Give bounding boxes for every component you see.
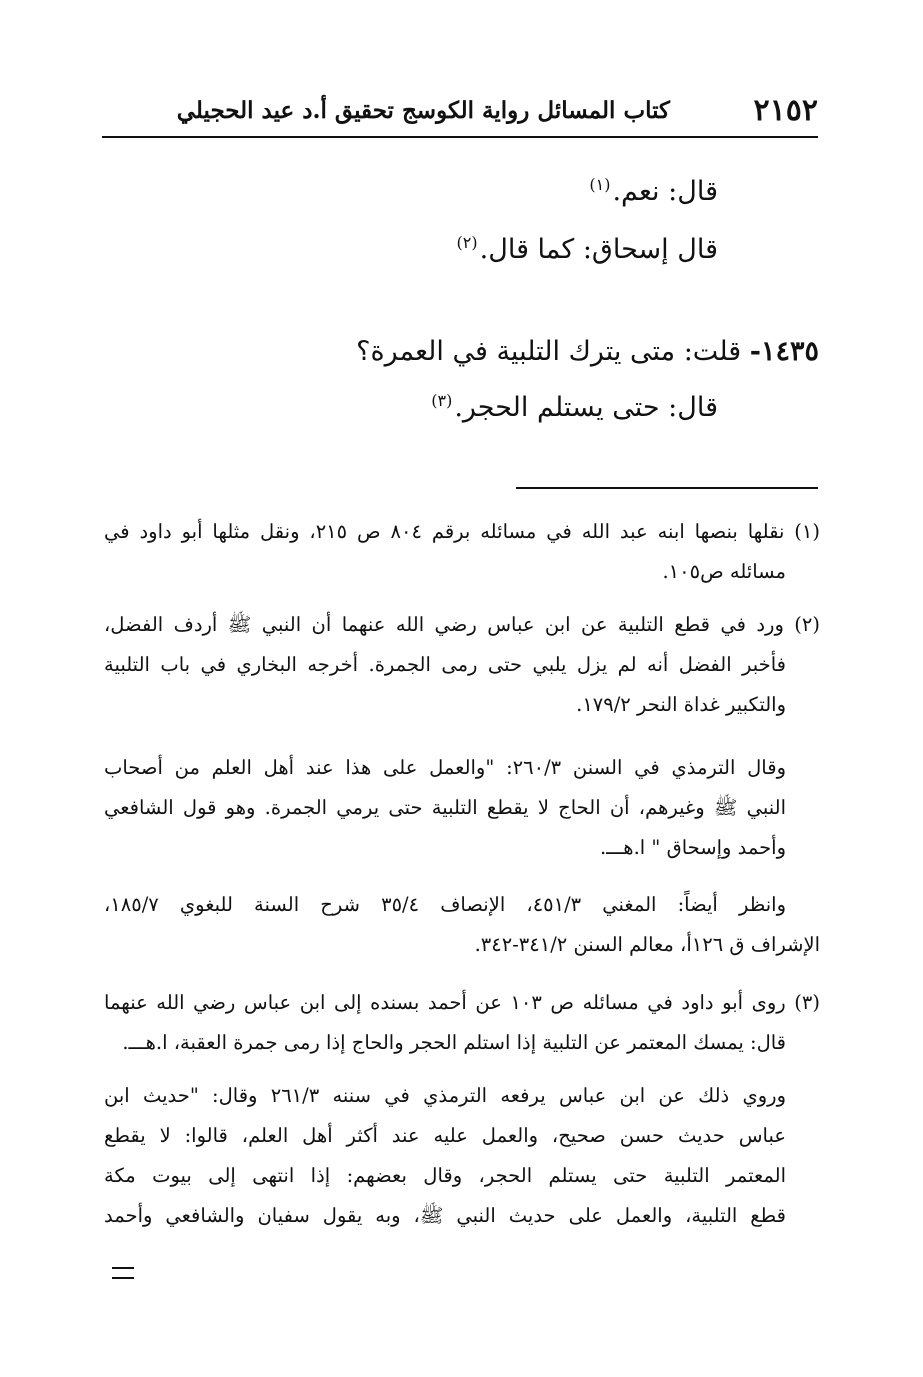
footnote-line: المعتمر التلبية حتى يستلم الحجر، وقال بعضهم: إذا انتهى إلى بيوت مكة [104, 1164, 786, 1187]
header-rule [102, 136, 818, 138]
question-text: قلت: متى يترك التلبية في العمرة؟ [356, 336, 742, 367]
footnote-line: وانظر أيضاً: المغني ٤٥١/٣، الإنصاف ٣٥/٤ شرح السنة للبغوي ١٨٥/٧، [104, 893, 786, 916]
page-number: ٢١٥٢ [753, 93, 818, 128]
main-line-text: قال إسحاق: كما قال. [479, 234, 718, 265]
footnote-line: (١) نقلها بنصها ابنه عبد الله في مسائله برقم ٨٠٤ ص ٢١٥، ونقل مثلها أبو داود في [104, 520, 820, 543]
footnote-ref: (١) [589, 175, 611, 194]
footnote-line: (٢) ورد في قطع التلبية عن ابن عباس رضي الله عنهما أن النبي ﷺ أردف الفضل، [104, 613, 820, 636]
main-line-text: قال: نعم. [612, 176, 718, 207]
main-line-2 [457, 230, 718, 270]
footnote-ref: (٢) [456, 233, 478, 252]
footnote-3-paragraph [104, 1076, 820, 1236]
entry-answer [431, 388, 718, 428]
footnote-line: والتكبير غداة النحر ١٧٩/٢. [576, 693, 786, 716]
entry-number: ١٤٣٥- [749, 336, 819, 367]
footnote-line: وأحمد وإسحاق " ا.هـــ. [599, 836, 786, 859]
running-title: كتاب المسائل رواية الكوسج تحقيق أ.د عيد الحجيلي [176, 97, 670, 124]
footnote-line: وروي ذلك عن ابن عباس يرفعه الترمذي في سننه ٢٦١/٣ وقال: "حديث ابن [104, 1084, 786, 1107]
footnote-2-paragraph [104, 748, 820, 868]
footnote-line: فأخبر الفضل أنه لم يزل يلبي حتى رمى الجمرة. أخرجه البخاري في باب التلبية [104, 653, 786, 676]
main-line-1 [589, 172, 718, 212]
footnote-2-references [104, 885, 820, 965]
footnote-3 [104, 983, 820, 1063]
footnote-1 [104, 512, 820, 592]
page-header [102, 92, 818, 130]
footnote-line: قال: يمسك المعتمر عن التلبية إذا استلم الحجر والحاج إذا رمى جمرة العقبة، ا.هـــ. [122, 1031, 786, 1054]
continuation-mark [112, 1267, 134, 1279]
footnote-ref: (٣) [431, 391, 453, 410]
footnote-line: النبي ﷺ وغيرهم، أن الحاج لا يقطع التلبية حتى يرمي الجمرة. وهو قول الشافعي [104, 796, 786, 819]
footnote-line: الإشراف ق ١٢٦أ، معالم السنن ٣٤١/٢-٣٤٢. [474, 933, 820, 956]
footnote-line: مسائله ص١٠٥. [662, 560, 786, 583]
entry-question [356, 332, 819, 372]
footnote-line: عباس حديث حسن صحيح، والعمل عليه عند أكثر أهل العلم، قالوا: لا يقطع [104, 1124, 786, 1147]
answer-text: قال: حتى يستلم الحجر. [454, 392, 718, 423]
footnote-separator [516, 487, 818, 489]
footnote-line: وقال الترمذي في السنن ٢٦٠/٣: "والعمل على هذا عند أهل العلم من أصحاب [104, 756, 786, 779]
footnote-2 [104, 605, 820, 725]
footnote-line: (٣) روى أبو داود في مسائله ص ١٠٣ عن أحمد بسنده إلى ابن عباس رضي الله عنهما [104, 991, 820, 1014]
footnote-line: قطع التلبية، والعمل على حديث النبي ﷺ، وبه يقول سفيان والشافعي وأحمد [104, 1204, 786, 1227]
